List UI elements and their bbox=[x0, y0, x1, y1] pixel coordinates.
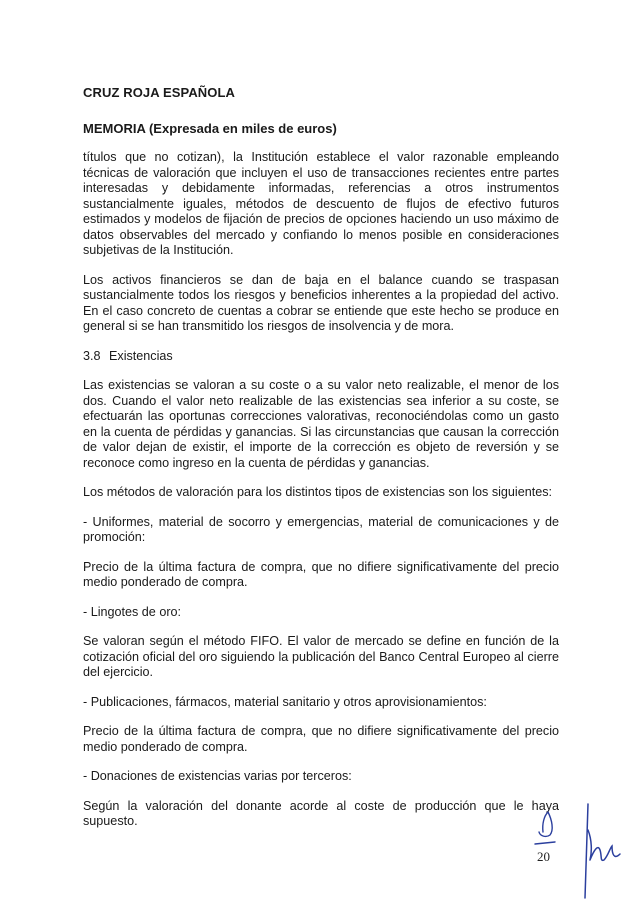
document-title: MEMORIA (Expresada en miles de euros) bbox=[83, 121, 337, 136]
paragraph: Los métodos de valoración para los distintos tipos de existencias son los siguientes: bbox=[83, 485, 553, 499]
paragraph: títulos que no cotizan), la Institución establece el valor razonable empleando técnicas de valoración que incluyen el uso de transacciones recientes entre partes interesadas y debidamente informadas, referencias a otros instrumentos sustancialmente iguales, métodos de descuento de flujos de efectivo futuros estimados y modelos de fijación de precios de opciones haciendo un uso máximo de datos observables del mercado y confiando lo menos posible en consideraciones subjetivas de la Institución. bbox=[83, 150, 559, 257]
paragraph: Las existencias se valoran a su coste o a su valor neto realizable, el menor de los dos. Cuando el valor neto realizable de las existencias sea inferior a su coste, se efectuarán las oportunas correcciones valorativas, reconociéndolas como un gasto en la cuenta de pérdidas y ganancias. Si las circunstancias que causan la corrección de valor dejan de existir, el importe de la corrección es objeto de reversión y se reconoce como ingreso en la cuenta de pérdidas y ganancias. bbox=[83, 378, 559, 470]
handwritten-signature bbox=[530, 800, 638, 900]
document-body bbox=[83, 150, 559, 844]
list-item: - Donaciones de existencias varias por terceros: bbox=[83, 769, 352, 783]
paragraph: Precio de la última factura de compra, que no difiere significativamente del precio medio ponderado de compra. bbox=[83, 559, 559, 589]
organization-name: CRUZ ROJA ESPAÑOLA bbox=[83, 85, 236, 100]
section-title: Existencias bbox=[109, 348, 173, 363]
list-item: - Lingotes de oro: bbox=[83, 604, 182, 619]
section-heading bbox=[83, 349, 559, 365]
list-item: - Uniformes, material de socorro y emergencias, material de comunicaciones y de promoción: bbox=[83, 514, 559, 544]
list-item: - Publicaciones, fármacos, material sanitario y otros aprovisionamientos: bbox=[83, 694, 487, 709]
paragraph: Los activos financieros se dan de baja en el balance cuando se traspasan sustancialmente todos los riesgos y beneficios inherentes a la propiedad del activo. En el caso concreto de cuentas a cobrar se entiende que este hecho se produce en general si se han transmitido los riesgos de insolvencia y de mora. bbox=[83, 272, 559, 333]
paragraph: Se valoran según el método FIFO. El valor de mercado se define en función de la cotización oficial del oro siguiendo la publicación del Banco Central Europeo al cierre del ejercicio. bbox=[83, 634, 559, 679]
page-number: 20 bbox=[537, 849, 550, 864]
section-number: 3.8 bbox=[83, 348, 101, 363]
signature-initial-2 bbox=[585, 804, 620, 898]
paragraph: Según la valoración del donante acorde al coste de producción que le haya supuesto. bbox=[83, 798, 559, 828]
paragraph: Precio de la última factura de compra, que no difiere significativamente del precio medio ponderado de compra. bbox=[83, 724, 559, 754]
signature-initial-1 bbox=[535, 812, 555, 844]
